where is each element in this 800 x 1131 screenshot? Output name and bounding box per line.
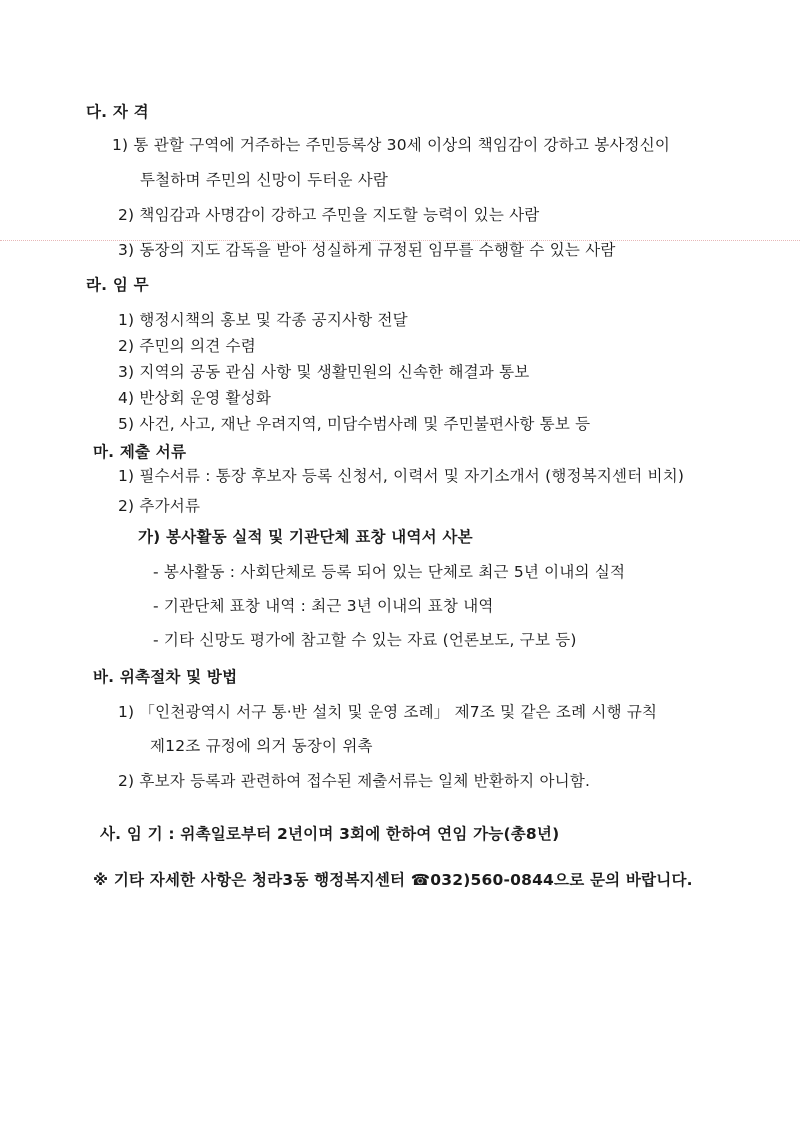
documents-item-2: 2) 추가서류 <box>118 497 201 515</box>
qualification-item-1: 1) 통 관할 구역에 거주하는 주민등록상 30세 이상의 책임감이 강하고 봉사정신이 <box>112 136 671 154</box>
qualification-item-1-cont: 투철하며 주민의 신망이 두터운 사람 <box>140 171 389 189</box>
documents-detail-awards: - 기관단체 표창 내역 : 최근 3년 이내의 표창 내역 <box>153 597 494 615</box>
documents-detail-other: - 기타 신망도 평가에 참고할 수 있는 자료 (언론보도, 구보 등) <box>153 631 577 649</box>
duties-item-4: 4) 반상회 운영 활성화 <box>118 389 272 407</box>
duties-item-2: 2) 주민의 의견 수렴 <box>118 337 256 355</box>
documents-subitem-a: 가) 봉사활동 실적 및 기관단체 표창 내역서 사본 <box>138 528 473 546</box>
documents-item-1: 1) 필수서류 : 통장 후보자 등록 신청서, 이력서 및 자기소개서 (행정복지센터 비치) <box>118 467 685 485</box>
section-procedure-heading: 바. 위촉절차 및 방법 <box>93 668 238 686</box>
section-qualification-heading: 다. 자 격 <box>86 103 149 121</box>
section-duties-heading: 라. 임 무 <box>86 276 149 294</box>
section-documents-heading: 마. 제출 서류 <box>93 443 187 461</box>
qualification-item-3: 3) 동장의 지도 감독을 받아 성실하게 규정된 임무를 수행할 수 있는 사람 <box>118 241 616 259</box>
duties-item-1: 1) 행정시책의 홍보 및 각종 공지사항 전달 <box>118 311 408 329</box>
duties-item-5: 5) 사건, 사고, 재난 우려지역, 미담수범사례 및 주민불편사항 통보 등 <box>118 415 591 433</box>
contact-notice: ※ 기타 자세한 사항은 청라3동 행정복지센터 ☎032)560-0844으로 문의 바랍니다. <box>93 871 693 889</box>
procedure-item-2: 2) 후보자 등록과 관련하여 접수된 제출서류는 일체 반환하지 아니함. <box>118 772 591 790</box>
procedure-item-1-cont: 제12조 규정에 의거 동장이 위촉 <box>150 737 373 755</box>
qualification-item-2: 2) 책임감과 사명감이 강하고 주민을 지도할 능력이 있는 사람 <box>118 206 540 224</box>
documents-detail-volunteer: - 봉사활동 : 사회단체로 등록 되어 있는 단체로 최근 5년 이내의 실적 <box>153 563 626 581</box>
duties-item-3: 3) 지역의 공동 관심 사항 및 생활민원의 신속한 해결과 통보 <box>118 363 530 381</box>
procedure-item-1: 1) 「인천광역시 서구 통·반 설치 및 운영 조례」 제7조 및 같은 조례 시행 규칙 <box>118 703 658 721</box>
term-of-office: 사. 임 기 : 위촉일로부터 2년이며 3회에 한하여 연임 가능(총8년) <box>100 825 560 843</box>
